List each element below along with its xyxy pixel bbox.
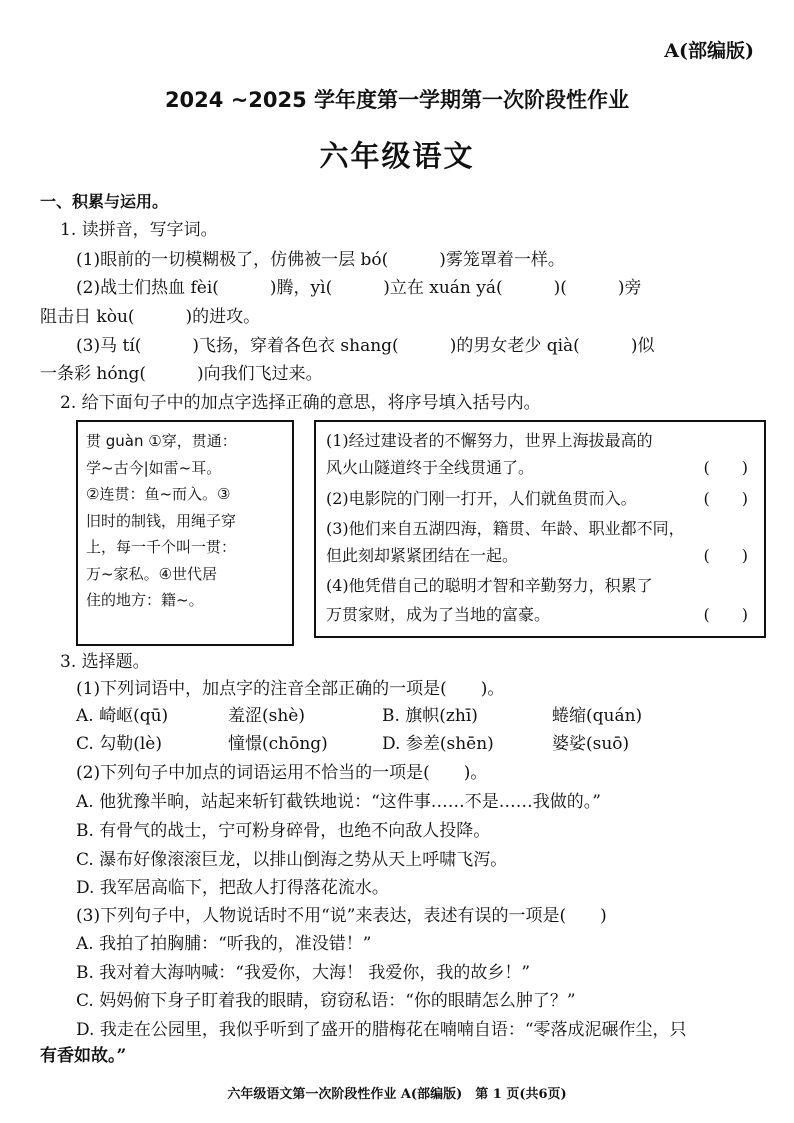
q3-2-option-d: D. 我军居高临下，把敌人打得落花流水。	[76, 878, 389, 898]
q3-1-option-d2: 婆娑(suō)	[552, 734, 630, 754]
q3-1-option-d1: D. 参差(shēn)	[382, 734, 494, 754]
sentence-4a: (4)他凭借自己的聪明才智和辛勤努力，积累了	[326, 576, 653, 595]
q3-2-stem: (2)下列句子中加点的词语运用不恰当的一项是( )。	[76, 763, 488, 783]
dict-line-5: 上，每一千个叫一贯：	[86, 538, 237, 556]
q3-1-option-c2: 憧憬(chōng)	[228, 734, 328, 754]
q1-title: 1. 读拼音，写字词。	[60, 220, 218, 240]
sentence-3b: 但此刻却紧紧团结在一起。	[326, 546, 519, 565]
q1-line-2: (2)战士们热血 fèi( )腾，yì( )立在 xuán yá( )( )旁	[76, 278, 642, 298]
answer-bracket-3[interactable]: ( )	[703, 546, 748, 565]
q3-1-option-b1: B. 旗帜(zhī)	[382, 706, 478, 726]
sentence-1a: (1)经过建设者的不懈努力，世界上海拔最高的	[326, 431, 653, 450]
q3-3-stem: (3)下列句子中，人物说话时不用“说”来表达，表述有误的一项是( )	[76, 906, 607, 926]
q3-3-option-c: C. 妈妈俯下身子盯着我的眼睛，窃窃私语：“你的眼睛怎么肿了？”	[76, 991, 576, 1011]
q1-line-3: 阻击日 kòu( )的进攻。	[40, 307, 261, 327]
dict-line-6: 万~家私。④世代居	[86, 564, 218, 583]
q3-2-option-c: C. 瀑布好像滚滚巨龙，以排山倒海之势从天上呼啸飞泻。	[76, 850, 508, 870]
q3-2-option-b: B. 有骨气的战士，宁可粉身碎骨，也绝不向敌人投降。	[76, 821, 491, 841]
sentence-3a: (3)他们来自五湖四海，籍贯、年龄、职业都不同，	[326, 519, 685, 538]
q3-1-option-b2: 蜷缩(quán)	[552, 706, 643, 726]
q1-line-1: (1)眼前的一切模糊极了，仿佛被一层 bó( )雾笼罩着一样。	[76, 250, 565, 270]
page-footer: 六年级语文第一次阶段性作业 A(部编版) 第 1 页(共6页)	[227, 1087, 567, 1102]
sentence-4b: 万贯家财，成为了当地的富豪。	[326, 605, 551, 624]
q3-2-option-a: A. 他犹豫半晌，站起来斩钉截铁地说：“这件事……不是……我做的。”	[76, 792, 601, 812]
q1-line-5: 一条彩 hóng( )向我们飞过来。	[40, 364, 323, 384]
sentence-2: (2)电影院的门刚一打开，人们就鱼贯而入。	[326, 489, 637, 508]
dict-line-3: ②连贯：鱼~而入。③	[86, 485, 231, 503]
q3-3-option-d-cont: 有香如故。”	[40, 1046, 127, 1066]
q1-line-4: (3)马 tí( )飞扬，穿着各色衣 shang( )的男女老少 qià( )似	[76, 336, 655, 356]
subject-title: 六年级语文	[319, 139, 475, 173]
q3-1-option-c1: C. 勾勒(lè)	[76, 734, 162, 754]
sentence-1b: 风火山隧道终于全线贯通了。	[326, 458, 535, 477]
q3-1-option-a2: 羞涩(shè)	[228, 706, 305, 726]
q3-1-stem: (1)下列词语中，加点字的注音全部正确的一项是( )。	[76, 679, 505, 699]
answer-bracket-4[interactable]: ( )	[703, 605, 748, 624]
section-heading: 一、积累与运用。	[40, 192, 169, 211]
dict-line-2: 学~古今|如雷~耳。	[86, 458, 222, 477]
dictionary-box	[76, 420, 294, 646]
dictionary-entry	[86, 428, 237, 614]
exam-title: 2024 ~2025 学年度第一学期第一次阶段性作业	[164, 88, 630, 112]
q3-3-option-a: A. 我拍了拍胸脯：“听我的，准没错！”	[76, 934, 372, 954]
q3-title: 3. 选择题。	[60, 652, 150, 672]
q3-3-option-d: D. 我走在公园里，我似乎听到了盛开的腊梅花在喃喃自语：“零落成泥碾作尘，只	[76, 1020, 687, 1040]
q3-3-option-b: B. 我对着大海呐喊：“我爱你，大海！ 我爱你，我的故乡！”	[76, 963, 531, 983]
answer-bracket-1[interactable]: ( )	[703, 458, 748, 477]
answer-bracket-2[interactable]: ( )	[703, 489, 748, 508]
dict-line-1: 贯 guàn ①穿，贯通：	[86, 432, 237, 450]
edition-label: A(部编版)	[664, 40, 754, 62]
q2-title: 2. 给下面句子中的加点字选择正确的意思，将序号填入括号内。	[60, 393, 541, 413]
dict-line-4: 旧时的制钱，用绳子穿	[86, 511, 237, 530]
dict-line-7: 住的地方：籍~。	[86, 591, 204, 609]
sentences-box	[314, 420, 766, 638]
q3-1-option-a1: A. 崎岖(qū)	[76, 706, 169, 726]
